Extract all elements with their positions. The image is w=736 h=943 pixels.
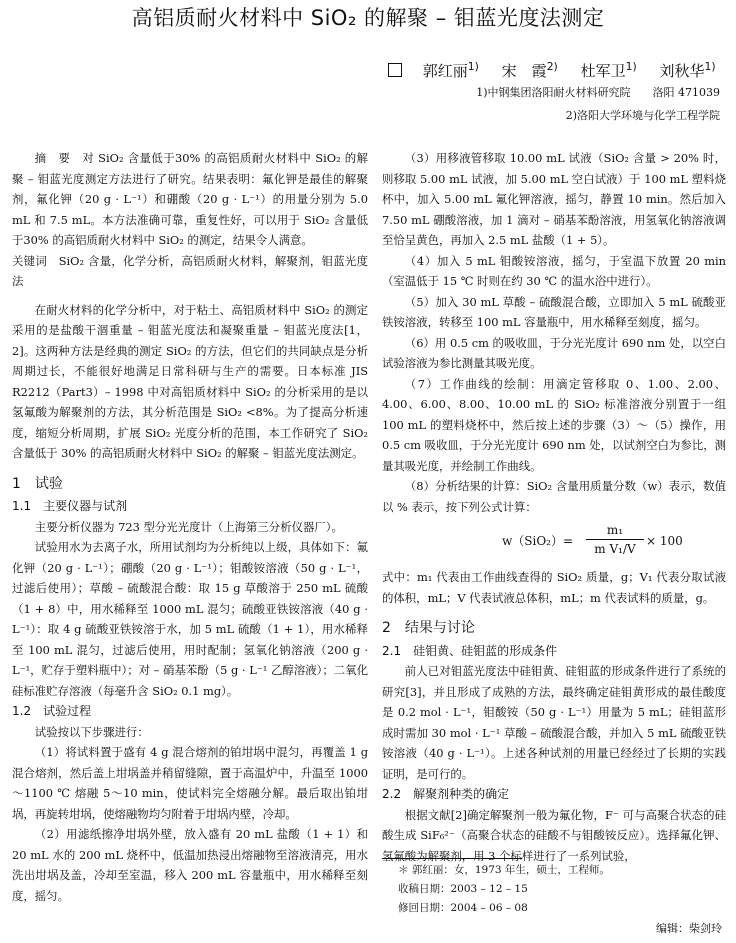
step-1: （1）将试料置于盛有 4 g 混合熔剂的铂坩埚中混匀，再覆盖 1 g 混合熔剂，然后盖上坩埚盖并稍留缝隙，置于高温炉中，升温至 1000～1100 ℃ 熔融 5～10 min，使试料完全熔融分解。最后取出铂坩埚，再旋转坩埚，使熔融物均匀附着于坩埚内壁，冷却。 xyxy=(12,745,368,821)
checkbox-square-icon xyxy=(388,63,402,77)
formula-denominator: m V₁/V xyxy=(594,542,636,556)
paragraph-2-2: 根据文献[2]确定解聚剂一般为氟化物，F⁻ 可与高聚合状态的硅酸生成 SiF₆²⁻（高聚合状态的硅酸不与钼酸铵反应）。选择氟化钾、氢氟酸为解聚剂，用 3 个标样进行了一系列试验， xyxy=(382,807,726,863)
subsection-heading-2-1: 2.1 硅钼黄、硅钼蓝的形成条件 xyxy=(382,643,558,658)
subsection-heading-1-2: 1.2 试验过程 xyxy=(12,704,92,718)
reagents-paragraph: 试验用水为去离子水，所用试剂均为分析纯以上级，具体如下：氟化钾（20 g · L⁻¹）；硼酸（20 g · L⁻¹）；钼酸铵溶液（50 g · L⁻¹，过滤后使用）；草酸 – 硫酸混合酸：取 15 g 草酸溶于 250 mL 硫酸（1 + 8）中，用水稀释至 1000 mL 混匀；硫酸亚铁铵溶液（40 g · L⁻¹）：取 4 g 硫酸亚铁铵溶于水，加 5 mL 硫酸（1 + 1），用水稀释至 100 mL 混匀，过滤后使用，用时配制；氢氧化钠溶液（200 g · L⁻¹，贮存于塑料瓶中）；对 – 硝基苯酚（5 g · L⁻¹ 乙醇溶液）；二氧化硅标准贮存溶液（每毫升含 SiO₂ 0.1 mg）。 xyxy=(12,540,368,698)
subsection-heading-1-1: 1.1 主要仪器与试剂 xyxy=(12,499,128,513)
abstract-text: 对 SiO₂ 含量低于30% 的高铝质耐火材料中 SiO₂ 的解聚 – 钼蓝光度测定方法进行了研究。结果表明：氟化钾是最佳的解聚剂，氟化钾（20 g · L⁻¹）和硼酸（20 g · L⁻¹）的用量分别为 5.0 mL 和 7.5 mL。本方法准确可靠，重复性好，可以用于 SiO₂ 含量低于30% 的高铝质耐火材料中 SiO₂ 的测定，结果令人满意。 xyxy=(12,151,368,247)
author-affil-mark: 1) xyxy=(467,60,479,73)
formula-lhs: w（SiO₂）= xyxy=(502,534,574,548)
author-name: 杜军卫 xyxy=(580,62,626,80)
author-affil-mark: 1) xyxy=(704,60,716,73)
step-6: （6）用 0.5 cm 的吸收皿，于分光光度计 690 nm 处，以空白试验溶液为参比测量其吸光度。 xyxy=(382,335,726,370)
author-1 xyxy=(423,62,479,80)
affiliation-1: 1)中钢集团洛阳耐火材料研究院 洛阳 471039 xyxy=(476,86,720,99)
author-name: 刘秋华 xyxy=(659,62,705,80)
steps-intro: 试验按以下步骤进行： xyxy=(34,724,149,739)
author-2 xyxy=(502,62,558,80)
abstract xyxy=(12,148,368,251)
formula-numerator: m₁ xyxy=(586,521,644,540)
section-heading-1: 1 试验 xyxy=(12,475,63,492)
right-column xyxy=(382,148,726,866)
left-column xyxy=(12,148,368,906)
footnote-received: 收稿日期：2003 – 12 – 15 xyxy=(398,883,528,895)
step-8: （8）分析结果的计算：SiO₂ 含量用质量分数（w）表示，数值以 % 表示，按下列公式计算： xyxy=(382,479,726,514)
formula xyxy=(382,521,726,561)
step-2: （2）用滤纸擦净坩埚外壁，放入盛有 20 mL 盐酸（1 + 1）和 20 mL 水的 200 mL 烧杯中，低温加热浸出熔融物至溶液清亮，用水洗出坩埚及盖，冷却至室温，移入 200 mL 容量瓶中，用水稀释至刻度，摇匀。 xyxy=(12,827,368,903)
affiliation-2: 2)洛阳大学环境与化学工程学院 xyxy=(565,109,720,122)
author-name: 宋 霞 xyxy=(501,62,547,80)
author-affil-mark: 2) xyxy=(546,60,558,73)
keywords-text: SiO₂ 含量，化学分析，高铝质耐火材料，解聚剂，钼蓝光度法 xyxy=(12,253,368,288)
section-heading-2: 2 结果与讨论 xyxy=(382,620,475,636)
footnote-divider xyxy=(382,858,522,859)
step-4: （4）加入 5 mL 钼酸铵溶液，摇匀，于室温下放置 20 min（室温低于 15 ℃ 时则在约 30 ℃ 的温水浴中进行）。 xyxy=(382,253,726,288)
author-line xyxy=(388,60,734,81)
formula-multiplier: × 100 xyxy=(646,534,683,548)
keywords-label: 关键词 xyxy=(12,253,48,268)
subsection-heading-2-2: 2.2 解聚剂种类的确定 xyxy=(382,787,510,801)
step-7: （7）工作曲线的绘制：用滴定管移取 0、1.00、2.00、4.00、6.00、8.00、10.00 mL 的 SiO₂ 标准溶液分别置于一组 100 mL 的塑料烧杯中，然后按上述的步骤（3）～（5）操作，用 0.5 cm 吸收皿，于分光光度计 690 nm 处，以试剂空白为参比，测量其吸光度，并绘制工作曲线。 xyxy=(382,376,726,473)
author-affil-mark: 1) xyxy=(625,60,637,73)
author-name: 郭红丽 xyxy=(422,62,468,80)
footnote-revised: 修回日期：2004 – 06 – 08 xyxy=(398,902,528,914)
keywords xyxy=(12,251,368,292)
formula-fraction xyxy=(586,521,644,558)
step-3: （3）用移液管移取 10.00 mL 试液（SiO₂ 含量 > 20% 时，则移取 5.00 mL 试液，加 5.00 mL 空白试液）于 100 mL 塑料烧杯中，加入 5.00 mL 氟化钾溶液，摇匀，静置 10 min。然后加入 7.50 mL 硼酸溶液，加 1 滴对 – 硝基苯酚溶液，用氢氧化钠溶液调至恰呈黄色，再加入 2.5 mL 盐酸（1 + 5）。 xyxy=(382,151,726,247)
article-title: 高铝质耐火材料中 SiO₂ 的解聚 – 钼蓝光度法测定 xyxy=(131,6,605,30)
footnote-author: ＊ 郭红丽：女，1973 年生，硕士，工程师。 xyxy=(398,864,610,876)
author-3 xyxy=(581,62,637,80)
step-5: （5）加入 30 mL 草酸 – 硫酸混合酸，立即加入 5 mL 硫酸亚铁铵溶液，转移至 100 mL 容量瓶中，用水稀释至刻度，摇匀。 xyxy=(382,294,726,329)
editor-credit: 编辑：柴剑玲 xyxy=(656,922,722,935)
abstract-label: 摘 要 xyxy=(34,151,71,165)
paragraph-2-1: 前人已对钼蓝光度法中硅钼黄、硅钼蓝的形成条件进行了系统的研究[3]，并且形成了成熟的方法，最终确定硅钼黄形成的最佳酸度是 0.2 mol · L⁻¹，钼酸铵（50 g · L⁻¹）用量为 5 mL；硅钼蓝形成时需加 30 mol · L⁻¹ 草酸 – 硫酸混合酸，并加入 5 mL 硫酸亚铁铵溶液（40 g · L⁻¹）。上述各种试剂的用量已经经过了长期的实践证明，是可行的。 xyxy=(382,664,726,781)
instrument-paragraph: 主要分析仪器为 723 型分光光度计（上海第三分析仪器厂）。 xyxy=(34,519,343,534)
author-4 xyxy=(659,62,715,80)
formula-note: 式中：m₁ 代表由工作曲线查得的 SiO₂ 质量，g；V₁ 代表分取试液的体积，mL；V 代表试液总体积，mL；m 代表试料的质量，g。 xyxy=(382,570,726,605)
intro-paragraph: 在耐火材料的化学分析中，对于粘土、高铝质材料中 SiO₂ 的测定采用的是盐酸干涸重量 – 钼蓝光度法和凝聚重量 – 钼蓝光度法[1，2]。这两种方法是经典的测定 SiO₂ 的方法，但它们的共同缺点是分析周期过长，不能很好地满足日常科研与生产的需要。日本标准 JIS R2212（Part3）– 1998 中对高铝质材料中 SiO₂ 的分析采用的是以氢氟酸为解聚剂的方法，其分析范围是 SiO₂ <8%。为了提高分析速度，缩短分析周期，扩展 SiO₂ 光度分析的范围，本工作研究了 SiO₂ 含量低于 30% 的高铝质耐火材料中 SiO₂ 的解聚 – 钼蓝光度法测定。 xyxy=(12,302,368,460)
